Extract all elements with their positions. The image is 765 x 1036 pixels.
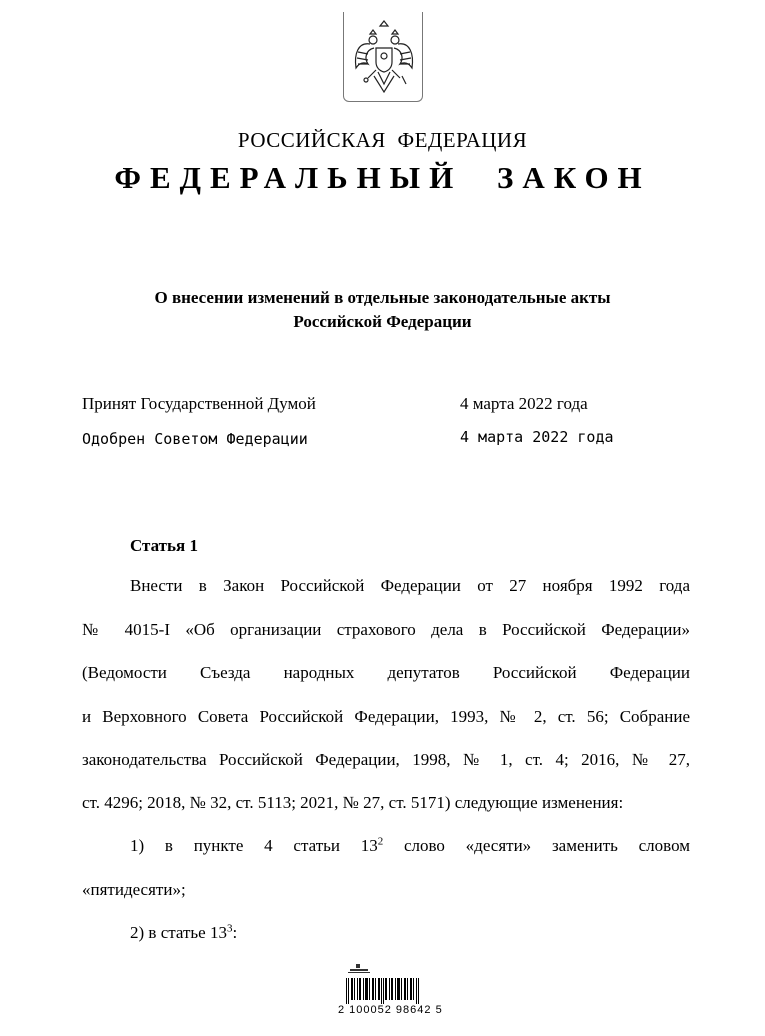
document-type: ФЕДЕРАЛЬНЫЙ ЗАКОН [114, 160, 651, 195]
article-text-line: (Ведомости Съезда народных депутатов Российской Федерации [82, 663, 690, 682]
superscript: 2 [377, 835, 384, 848]
approved-by-council-label: Одобрен Советом Федерации [82, 430, 308, 448]
country-name: РОССИЙСКАЯ ФЕДЕРАЦИЯ [237, 128, 528, 152]
coat-of-arms-emblem [343, 12, 423, 102]
superscript: 3 [226, 922, 233, 935]
item-text: 1) в пункте 4 статьи 13 [130, 836, 378, 855]
law-title-line: О внесении изменений в отдельные законодательные акты [154, 288, 611, 307]
law-title-line: Российской Федерации [293, 312, 472, 331]
item-text: 2) в статье 13 [130, 923, 227, 942]
article-text-line: № 4015-I «Об организации страхового дела в Российской Федерации» [82, 620, 690, 639]
barcode-icon [346, 978, 420, 1004]
article-text-line: законодательства Российской Федерации, 1998, № 1, ст. 4; 2016, № 27, [82, 750, 690, 769]
item-text: : [232, 923, 238, 942]
adopted-date: 4 марта 2022 года [460, 394, 588, 413]
law-title [0, 286, 765, 334]
double-headed-eagle-icon [350, 18, 418, 98]
barcode-number: 2 100052 98642 5 [338, 1004, 443, 1016]
article-text-line: Внести в Закон Российской Федерации от 27 ноября 1992 года [130, 576, 690, 595]
article-text-line: и Верховного Совета Российской Федерации, 1993, № 2, ст. 56; Собрание [82, 707, 690, 726]
article-heading: Статья 1 [130, 536, 198, 555]
item-text: слово «десяти» заменить словом [383, 836, 691, 855]
article-item-1-continuation: «пятидесяти»; [82, 880, 186, 899]
small-emblem-icon [348, 964, 370, 974]
article-item-1 [130, 836, 690, 856]
article-text-line: ст. 4296; 2018, № 32, ст. 5113; 2021, № 27, ст. 5171) следующие изменения: [82, 793, 624, 812]
article-item-2 [130, 923, 690, 943]
approved-date: 4 марта 2022 года [460, 428, 614, 446]
adopted-by-duma-label: Принят Государственной Думой [82, 394, 316, 413]
